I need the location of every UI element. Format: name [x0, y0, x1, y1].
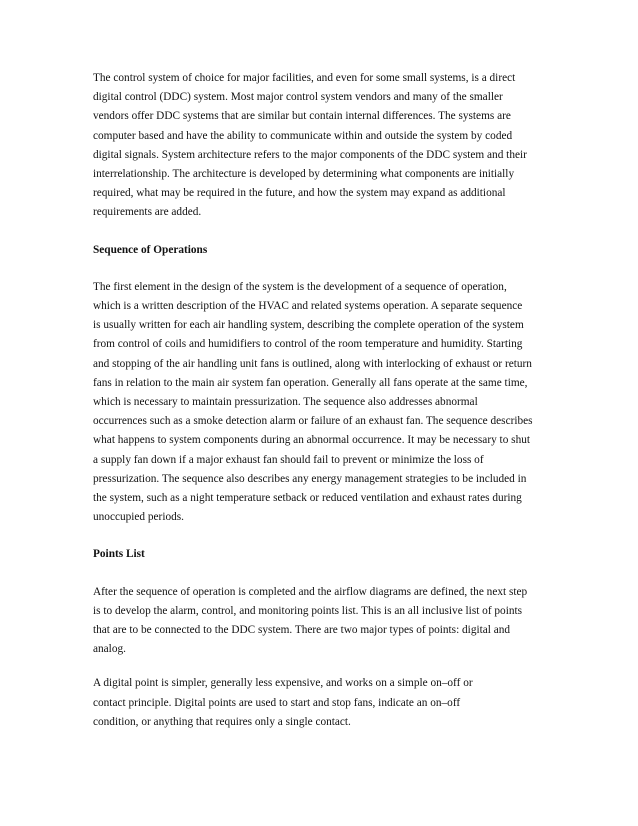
text-line: A digital point is simpler, generally less expensive, and works on a simple on–off or	[93, 677, 473, 690]
text-line: computer based and have the ability to communicate within and outside the system by coded	[93, 129, 513, 142]
text-line: interrelationship. The architecture is developed by determining what components are initially	[93, 168, 515, 181]
text-line: analog.	[93, 643, 126, 656]
text-line: The control system of choice for major facilities, and even for some small systems, is a direct	[93, 72, 516, 84]
text-line: which is a written description of the HVAC and related systems operation. A separate sequence	[93, 300, 523, 313]
text-line: digital control (DDC) system. Most major control system vendors and many of the smaller	[93, 91, 503, 104]
text-line: unoccupied periods.	[93, 511, 184, 524]
text-line: contact principle. Digital points are used to start and stop fans, indicate an on–off	[93, 696, 461, 709]
text-line: is to develop the alarm, control, and monitoring points list. This is an all inclusive list of points	[93, 604, 523, 617]
text-line: pressurization. The sequence also describes any energy management strategies to be included in	[93, 472, 527, 485]
text-line: vendors offer DDC systems that are similar but contain internal differences. The systems are	[93, 110, 511, 123]
points-list-heading: Points List	[93, 548, 145, 561]
text-line: from control of coils and humidifiers to control of the room temperature and humidity. Starting	[93, 338, 523, 351]
text-line: required, what may be required in the future, and how the system may expand as additional	[93, 187, 506, 200]
text-line: occurrences such as a smoke detection alarm or failure of an exhaust fan. The sequence describes	[93, 415, 533, 428]
text-line: which is necessary to maintain pressurization. The sequence also addresses abnormal	[93, 396, 478, 409]
text-line: the system, such as a night temperature setback or reduced ventilation and exhaust rates during	[93, 492, 522, 505]
digital-point-paragraph	[93, 674, 543, 732]
text-line: The first element in the design of the system is the development of a sequence of operation,	[93, 280, 507, 293]
text-line: After the sequence of operation is completed and the airflow diagrams are defined, the next step	[93, 585, 528, 598]
text-line: a supply fan down if a major exhaust fan should fail to prevent or minimize the loss of	[93, 453, 484, 466]
text-line: digital signals. System architecture refers to the major components of the DDC system and their	[93, 148, 527, 161]
sequence-paragraph	[93, 278, 543, 528]
intro-paragraph	[93, 69, 543, 223]
text-line: is usually written for each air handling system, describing the complete operation of the system	[93, 319, 524, 332]
text-line: what happens to system components during an abnormal occurrence. It may be necessary to shut	[93, 434, 530, 447]
document-page	[93, 69, 543, 750]
sequence-of-operations-heading: Sequence of Operations	[93, 243, 208, 256]
points-paragraph	[93, 583, 543, 660]
text-line: fans in relation to the main air system fan operation. Generally all fans operate at the same time,	[93, 376, 528, 389]
text-line: condition, or anything that requires only a single contact.	[93, 715, 351, 728]
text-line: that are to be connected to the DDC system. There are two major types of points: digital and	[93, 624, 511, 637]
text-line: and stopping of the air handling unit fans is outlined, along with interlocking of exhaust or return	[93, 357, 532, 370]
text-line: requirements are added.	[93, 206, 202, 219]
